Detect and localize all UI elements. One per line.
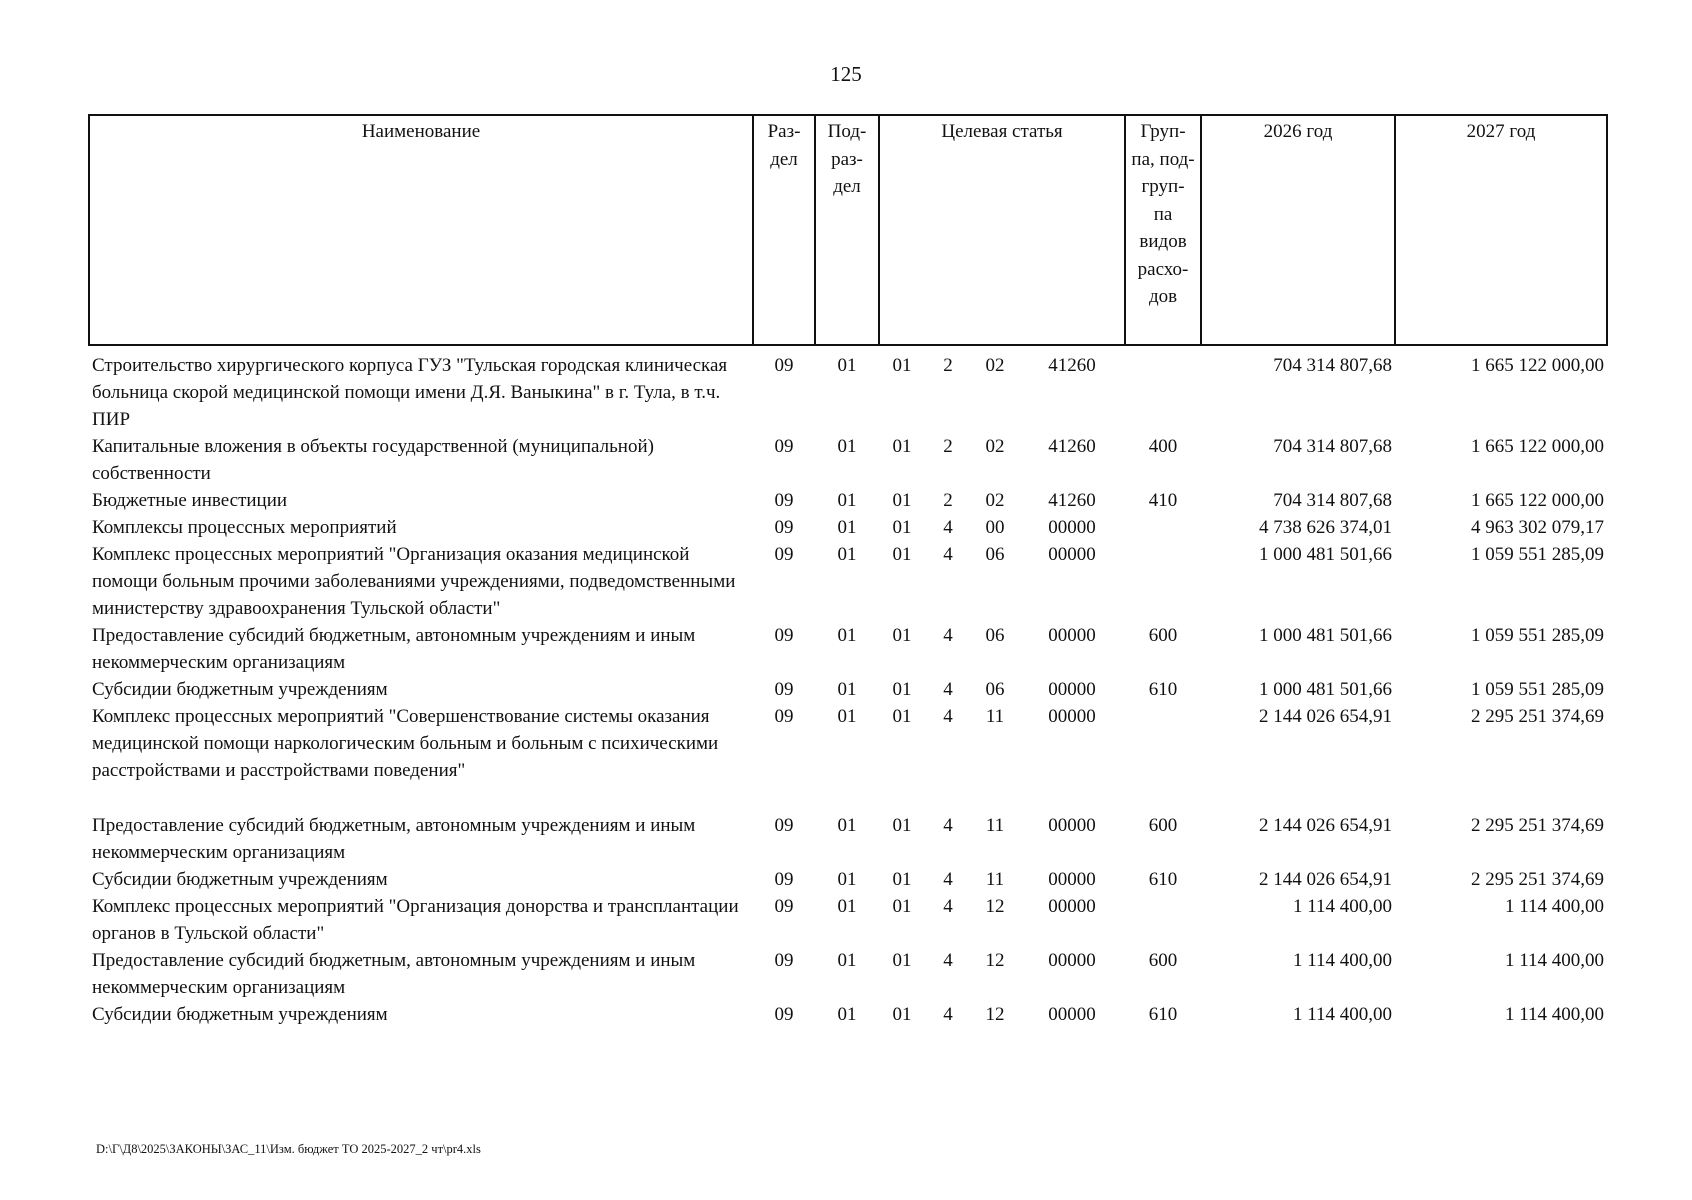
header-podrazdel bbox=[815, 115, 879, 345]
row-razdel: 09 bbox=[774, 517, 794, 538]
row-target-1: 01 bbox=[892, 896, 912, 917]
table-row bbox=[89, 487, 1607, 514]
row-podrazdel: 01 bbox=[837, 896, 857, 917]
row-value-2027: 1 665 122 000,00 bbox=[1471, 436, 1605, 457]
row-target-2: 4 bbox=[943, 679, 953, 700]
row-value-2026: 1 000 481 501,66 bbox=[1259, 679, 1393, 700]
row-podrazdel: 01 bbox=[837, 815, 857, 836]
row-target-2: 4 bbox=[943, 517, 953, 538]
row-value-2026: 1 000 481 501,66 bbox=[1259, 544, 1393, 565]
row-value-2026: 4 738 626 374,01 bbox=[1259, 517, 1393, 538]
row-group bbox=[1125, 345, 1201, 433]
row-value-2026: 1 114 400,00 bbox=[1292, 896, 1393, 917]
row-value-2027: 2 295 251 374,69 bbox=[1471, 706, 1605, 727]
row-name: Субсидии бюджетным учреждениям bbox=[92, 679, 388, 700]
row-group: 600 bbox=[1148, 950, 1178, 971]
row-target-1: 01 bbox=[892, 706, 912, 727]
row-value-2026: 2 144 026 654,91 bbox=[1259, 706, 1393, 727]
row-podrazdel: 01 bbox=[837, 436, 857, 457]
row-razdel: 09 bbox=[774, 436, 794, 457]
row-razdel: 09 bbox=[774, 1004, 794, 1025]
row-razdel: 09 bbox=[774, 815, 794, 836]
row-target-2: 2 bbox=[943, 436, 953, 457]
table-header bbox=[89, 115, 1607, 345]
row-target-1: 01 bbox=[892, 679, 912, 700]
row-group bbox=[1125, 541, 1201, 622]
row-name: Предоставление субсидий бюджетным, автономным учреждениям и иным некоммерческим организациям bbox=[92, 815, 696, 863]
row-target-3: 12 bbox=[985, 1004, 1005, 1025]
row-value-2026: 704 314 807,68 bbox=[1273, 355, 1393, 376]
row-target-4: 00000 bbox=[1048, 679, 1096, 700]
row-target-2: 4 bbox=[943, 869, 953, 890]
row-target-3: 06 bbox=[985, 679, 1005, 700]
row-value-2026: 1 114 400,00 bbox=[1292, 1004, 1393, 1025]
row-podrazdel: 01 bbox=[837, 355, 857, 376]
row-target-4: 00000 bbox=[1048, 896, 1096, 917]
row-name: Строительство хирургического корпуса ГУЗ "Тульская городская клиническая больница скорой медицинской помощи имени Д.Я. Ваныкина" в г. Тула, в т.ч. ПИР bbox=[92, 355, 728, 430]
row-target-1: 01 bbox=[892, 544, 912, 565]
row-target-1: 01 bbox=[892, 1004, 912, 1025]
row-name: Субсидии бюджетным учреждениям bbox=[92, 869, 388, 890]
header-podrazdel-text: Под- раз- дел bbox=[827, 121, 867, 197]
row-target-2: 4 bbox=[943, 1004, 953, 1025]
header-2027: 2027 год bbox=[1395, 115, 1607, 345]
row-target-2: 2 bbox=[943, 490, 953, 511]
row-value-2026: 2 144 026 654,91 bbox=[1259, 869, 1393, 890]
row-razdel: 09 bbox=[774, 355, 794, 376]
row-target-4: 41260 bbox=[1048, 436, 1096, 457]
header-target: Целевая статья bbox=[879, 115, 1125, 345]
table-body bbox=[89, 345, 1607, 1028]
row-target-1: 01 bbox=[892, 355, 912, 376]
row-group: 610 bbox=[1148, 679, 1178, 700]
row-name: Предоставление субсидий бюджетным, автономным учреждениям и иным некоммерческим организациям bbox=[92, 950, 696, 998]
row-target-3: 02 bbox=[985, 490, 1005, 511]
table-row bbox=[89, 676, 1607, 703]
row-podrazdel: 01 bbox=[837, 517, 857, 538]
row-value-2026: 1 114 400,00 bbox=[1292, 950, 1393, 971]
row-podrazdel: 01 bbox=[837, 950, 857, 971]
row-target-2: 4 bbox=[943, 950, 953, 971]
row-name: Комплекс процессных мероприятий "Совершенствование системы оказания медицинской помощи наркологическим больным и больным с психическими расстройствами и расстройствами поведения" bbox=[92, 706, 719, 781]
row-value-2027: 1 665 122 000,00 bbox=[1471, 490, 1605, 511]
row-podrazdel: 01 bbox=[837, 490, 857, 511]
table-row bbox=[89, 812, 1607, 866]
row-name: Субсидии бюджетным учреждениям bbox=[92, 1004, 388, 1025]
table-row bbox=[89, 947, 1607, 1001]
row-value-2027: 1 059 551 285,09 bbox=[1471, 625, 1605, 646]
row-razdel: 09 bbox=[774, 869, 794, 890]
row-target-3: 12 bbox=[985, 950, 1005, 971]
row-group: 410 bbox=[1148, 490, 1178, 511]
row-podrazdel: 01 bbox=[837, 679, 857, 700]
row-target-4: 00000 bbox=[1048, 544, 1096, 565]
row-target-3: 02 bbox=[985, 436, 1005, 457]
row-name: Комплекс процессных мероприятий "Организация донорства и трансплантации органов в Тульской области" bbox=[92, 896, 739, 944]
row-target-1: 01 bbox=[892, 517, 912, 538]
row-target-1: 01 bbox=[892, 625, 912, 646]
row-razdel: 09 bbox=[774, 896, 794, 917]
table-row bbox=[89, 866, 1607, 893]
table-row bbox=[89, 514, 1607, 541]
row-target-1: 01 bbox=[892, 950, 912, 971]
row-target-3: 00 bbox=[985, 517, 1005, 538]
row-target-2: 2 bbox=[943, 355, 953, 376]
file-path-footer: D:\Г\Д8\2025\ЗАКОНЫ\ЗАС_11\Изм. бюджет ТО 2025-2027_2 чт\pr4.xls bbox=[96, 1142, 481, 1156]
row-group: 610 bbox=[1148, 1004, 1178, 1025]
row-podrazdel: 01 bbox=[837, 544, 857, 565]
row-podrazdel: 01 bbox=[837, 1004, 857, 1025]
row-target-4: 00000 bbox=[1048, 1004, 1096, 1025]
row-target-1: 01 bbox=[892, 869, 912, 890]
row-target-4: 00000 bbox=[1048, 869, 1096, 890]
row-value-2027: 1 114 400,00 bbox=[1504, 1004, 1605, 1025]
header-name: Наименование bbox=[89, 115, 753, 345]
table-row bbox=[89, 622, 1607, 676]
row-target-4: 00000 bbox=[1048, 706, 1096, 727]
row-group: 400 bbox=[1148, 436, 1178, 457]
row-value-2027: 1 059 551 285,09 bbox=[1471, 544, 1605, 565]
row-target-1: 01 bbox=[892, 490, 912, 511]
row-target-4: 00000 bbox=[1048, 815, 1096, 836]
row-target-4: 00000 bbox=[1048, 517, 1096, 538]
row-name: Предоставление субсидий бюджетным, автономным учреждениям и иным некоммерческим организациям bbox=[92, 625, 696, 673]
row-razdel: 09 bbox=[774, 950, 794, 971]
row-podrazdel: 01 bbox=[837, 869, 857, 890]
row-target-1: 01 bbox=[892, 815, 912, 836]
row-group bbox=[1125, 893, 1201, 947]
row-target-3: 12 bbox=[985, 896, 1005, 917]
row-target-4: 00000 bbox=[1048, 625, 1096, 646]
row-value-2027: 1 665 122 000,00 bbox=[1471, 355, 1605, 376]
row-group: 610 bbox=[1148, 869, 1178, 890]
row-target-2: 4 bbox=[943, 706, 953, 727]
row-value-2026: 1 000 481 501,66 bbox=[1259, 625, 1393, 646]
row-target-4: 41260 bbox=[1048, 355, 1096, 376]
header-group-text: Груп- па, под- груп- па видов расхо- дов bbox=[1131, 121, 1195, 307]
header-2026: 2026 год bbox=[1201, 115, 1395, 345]
row-target-3: 06 bbox=[985, 544, 1005, 565]
row-razdel: 09 bbox=[774, 679, 794, 700]
header-razdel bbox=[753, 115, 815, 345]
row-name: Капитальные вложения в объекты государственной (муниципальной) собственности bbox=[92, 436, 654, 484]
budget-table bbox=[88, 114, 1608, 1028]
row-name: Комплекс процессных мероприятий "Организация оказания медицинской помощи больным прочими заболеваниями учреждениями, подведомственными министерству здравоохранения Тульской области" bbox=[92, 544, 736, 619]
row-target-2: 4 bbox=[943, 544, 953, 565]
row-value-2027: 1 114 400,00 bbox=[1504, 896, 1605, 917]
row-target-4: 00000 bbox=[1048, 950, 1096, 971]
row-target-3: 02 bbox=[985, 355, 1005, 376]
row-target-3: 06 bbox=[985, 625, 1005, 646]
row-value-2027: 4 963 302 079,17 bbox=[1471, 517, 1605, 538]
row-podrazdel: 01 bbox=[837, 625, 857, 646]
row-target-3: 11 bbox=[985, 815, 1005, 836]
row-group bbox=[1125, 703, 1201, 812]
row-value-2026: 704 314 807,68 bbox=[1273, 490, 1393, 511]
table-row bbox=[89, 703, 1607, 812]
table-row bbox=[89, 345, 1607, 433]
row-group: 600 bbox=[1148, 815, 1178, 836]
row-group: 600 bbox=[1148, 625, 1178, 646]
row-value-2026: 2 144 026 654,91 bbox=[1259, 815, 1393, 836]
row-target-1: 01 bbox=[892, 436, 912, 457]
row-razdel: 09 bbox=[774, 625, 794, 646]
header-group bbox=[1125, 115, 1201, 345]
row-group bbox=[1125, 514, 1201, 541]
row-value-2027: 1 059 551 285,09 bbox=[1471, 679, 1605, 700]
row-razdel: 09 bbox=[774, 706, 794, 727]
row-target-3: 11 bbox=[985, 869, 1005, 890]
row-target-2: 4 bbox=[943, 896, 953, 917]
row-value-2027: 1 114 400,00 bbox=[1504, 950, 1605, 971]
row-target-2: 4 bbox=[943, 815, 953, 836]
row-value-2027: 2 295 251 374,69 bbox=[1471, 815, 1605, 836]
table-row bbox=[89, 433, 1607, 487]
table-row bbox=[89, 1001, 1607, 1028]
row-value-2027: 2 295 251 374,69 bbox=[1471, 869, 1605, 890]
row-name: Бюджетные инвестиции bbox=[92, 490, 288, 511]
row-value-2026: 704 314 807,68 bbox=[1273, 436, 1393, 457]
page-number: 125 bbox=[830, 62, 862, 86]
row-podrazdel: 01 bbox=[837, 706, 857, 727]
row-target-4: 41260 bbox=[1048, 490, 1096, 511]
row-name: Комплексы процессных мероприятий bbox=[92, 517, 397, 538]
row-razdel: 09 bbox=[774, 490, 794, 511]
table-row bbox=[89, 541, 1607, 622]
row-razdel: 09 bbox=[774, 544, 794, 565]
header-razdel-text: Раз- дел bbox=[767, 121, 801, 170]
row-target-3: 11 bbox=[985, 706, 1005, 727]
row-target-2: 4 bbox=[943, 625, 953, 646]
table-row bbox=[89, 893, 1607, 947]
